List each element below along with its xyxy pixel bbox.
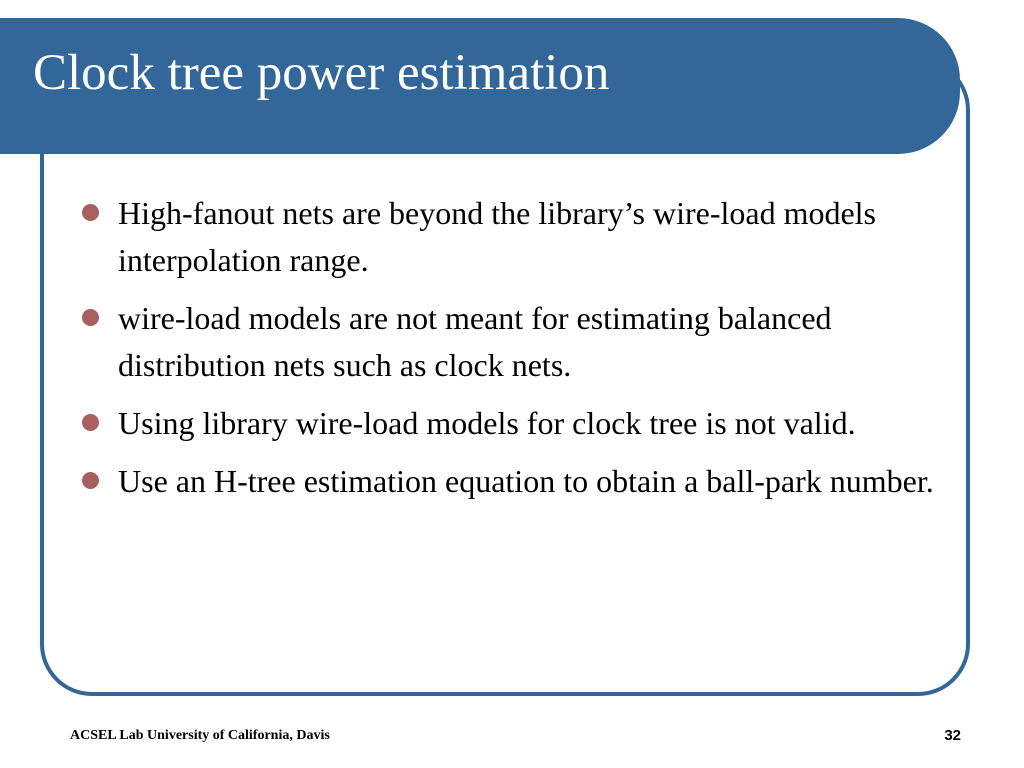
page-number: 32	[944, 727, 961, 744]
slide-title: Clock tree power estimation	[33, 45, 610, 101]
bullet-item	[82, 458, 952, 505]
bullet-item	[82, 295, 952, 389]
bullet-item	[82, 400, 952, 447]
bullet-dot-icon	[82, 309, 99, 326]
bullet-text: High-fanout nets are beyond the library’s wire-load models interpolation range.	[118, 195, 876, 278]
bullet-dot-icon	[82, 414, 99, 431]
bullet-item	[82, 190, 952, 284]
bullet-dot-icon	[82, 204, 99, 221]
bullet-list	[82, 190, 952, 516]
footer-text: ACSEL Lab University of California, Davis	[70, 728, 330, 743]
bullet-text: Use an H-tree estimation equation to obtain a ball-park number.	[118, 463, 934, 499]
bullet-text: Using library wire-load models for clock tree is not valid.	[118, 405, 856, 441]
bullet-dot-icon	[82, 472, 99, 489]
bullet-text: wire-load models are not meant for estimating balanced distribution nets such as clock nets.	[118, 300, 832, 383]
